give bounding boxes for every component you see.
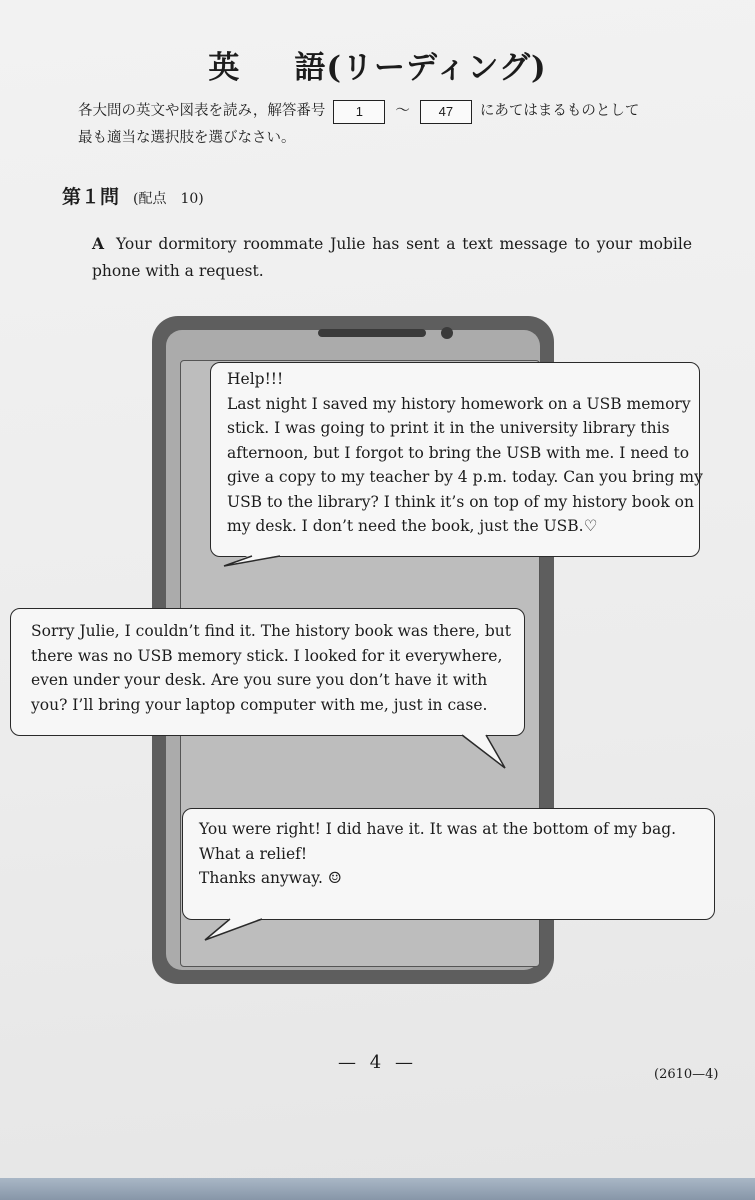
part-a-text: Your dormitory roommate Julie has sent a text message to your mobile phone with a request. <box>92 235 692 280</box>
message-line: give a copy to my teacher by 4 p.m. today. Can you bring my <box>227 468 703 486</box>
instructions-text-2: にあてはまるものとして <box>479 103 640 119</box>
message-bubble-julie-1 <box>210 362 703 557</box>
part-a-prompt <box>92 230 692 285</box>
message-bubble-julie-2 <box>182 808 715 920</box>
message-line: You were right! I did have it. It was at the bottom of my bag. <box>199 820 677 838</box>
instructions-line-2: 最も適当な選択肢を選びなさい。 <box>78 130 296 146</box>
question-number: 第１問 <box>62 186 120 208</box>
message-line: there was no USB memory stick. I looked for it everywhere, <box>31 646 503 665</box>
page-number: — 4 — <box>338 1052 417 1073</box>
exam-code: (2610—4) <box>654 1067 719 1082</box>
phone-speaker-icon <box>318 329 426 337</box>
answer-number-start-box: 1 <box>333 100 385 124</box>
answer-number-end-box: 47 <box>420 100 472 124</box>
range-tilde: 〜 <box>395 103 410 119</box>
message-line: What a relief! <box>199 844 308 863</box>
title-rest: 語(リーディング) <box>294 50 547 86</box>
part-letter: A <box>92 234 105 253</box>
phone-camera-icon <box>441 327 453 339</box>
background-surface <box>0 1178 755 1200</box>
message-line: afternoon, but I forgot to bring the USB with me. I need to <box>227 443 690 462</box>
message-line: USB to the library? I think it’s on top of my history book on <box>227 492 694 511</box>
message-line: Sorry Julie, I couldn’t find it. The history book was there, but <box>31 622 512 640</box>
message-line: Last night I saved my history homework on a USB memory <box>227 394 691 413</box>
instructions-text-1: 各大問の英文や図表を読み，解答番号 <box>78 103 326 119</box>
message-line: Thanks anyway. ☺ <box>199 869 342 887</box>
instructions <box>78 98 718 152</box>
message-line: my desk. I don’t need the book, just the USB.♡ <box>227 517 598 535</box>
section-title <box>0 42 755 87</box>
message-line: even under your desk. Are you sure you don’t have it with <box>31 671 488 689</box>
message-line: stick. I was going to print it in the university library this <box>227 419 670 437</box>
question-heading <box>62 182 204 209</box>
question-points: (配点 10) <box>133 191 204 207</box>
title-first-char: 英 <box>208 50 241 86</box>
message-bubble-reply <box>10 608 525 736</box>
message-line: Help!!! <box>227 370 284 388</box>
message-line: you? I’ll bring your laptop computer with me, just in case. <box>31 695 488 714</box>
